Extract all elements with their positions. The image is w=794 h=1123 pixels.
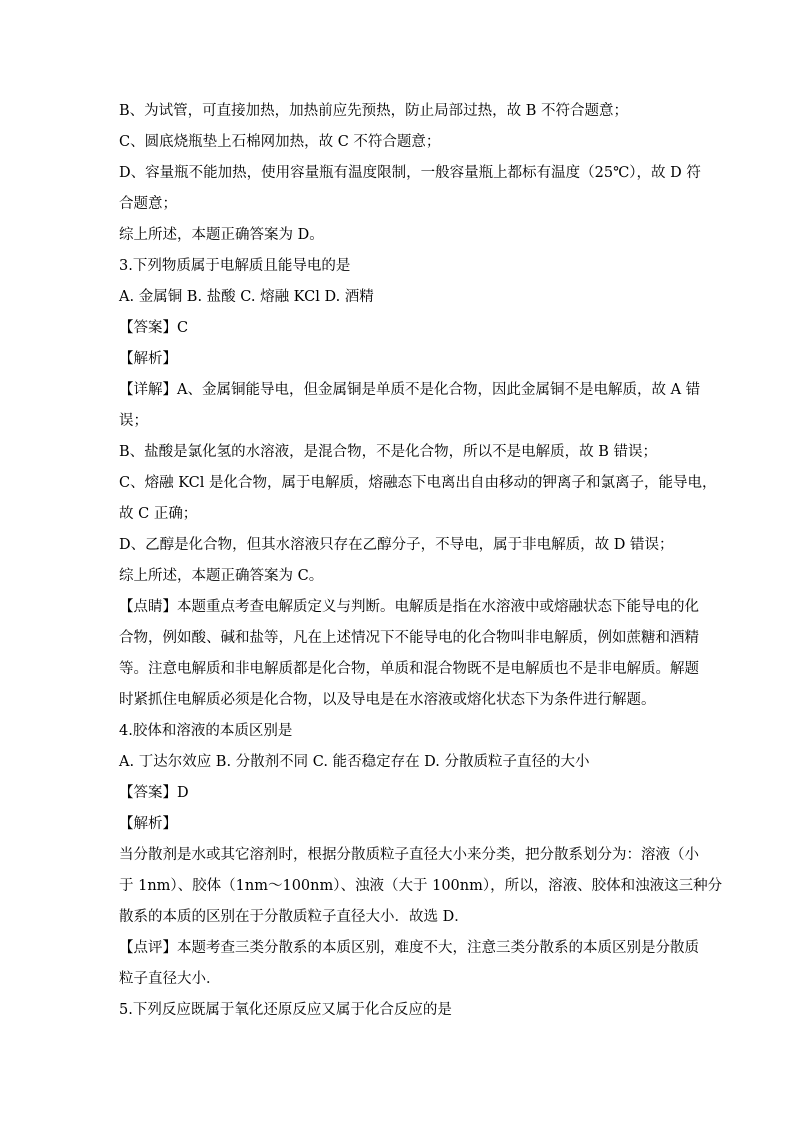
- text-line: 【详解】A、金属铜能导电，但金属铜是单质不是化合物，因此金属铜不是电解质，故 A 错: [119, 382, 701, 398]
- text-line: 合物，例如酸、碱和盐等，凡在上述情况下不能导电的化合物叫非电解质，例如蔗糖和酒精: [119, 630, 699, 646]
- text-line: 故 C 正确；: [119, 506, 198, 522]
- answer-label: 【答案】D: [119, 785, 189, 801]
- text-line: 粒子直径大小．: [119, 971, 221, 987]
- text-line: 【点评】本题考查三类分散系的本质区别，难度不大，注意三类分散系的本质区别是分散质: [119, 940, 699, 956]
- text-line: 于 1nm）、胶体（1nm～100nm）、浊液（大于 100nm），所以，溶液、胶体和浊液这三种分: [119, 878, 723, 894]
- text-line: 误；: [119, 413, 148, 429]
- text-line: 综上所述，本题正确答案为 D。: [119, 227, 324, 243]
- text-line: 合题意；: [119, 196, 177, 212]
- text-line: 【点睛】本题重点考查电解质定义与判断。电解质是指在水溶液中或熔融状态下能导电的化: [119, 599, 699, 615]
- text-line: 综上所述，本题正确答案为 C。: [119, 568, 324, 584]
- text-line: B、盐酸是氯化氢的水溶液，是混合物，不是化合物，所以不是电解质，故 B 错误；: [119, 444, 658, 460]
- text-line: C、圆底烧瓶垫上石棉网加热，故 C 不符合题意；: [119, 134, 441, 150]
- question-5-stem: 5.下列反应既属于氧化还原反应又属于化合反应的是: [119, 1002, 452, 1018]
- answer-label: 【答案】C: [119, 320, 189, 336]
- text-line: 当分散剂是水或其它溶剂时，根据分散质粒子直径大小来分类，把分散系划分为：溶液（小: [119, 847, 699, 863]
- analysis-label: 【解析】: [119, 816, 177, 832]
- text-line: 等。注意电解质和非电解质都是化合物，单质和混合物既不是电解质也不是非电解质。解题: [119, 661, 699, 677]
- text-line: D、容量瓶不能加热，使用容量瓶有温度限制，一般容量瓶上都标有温度（25℃），故 D 符: [119, 165, 701, 181]
- text-line: C、熔融 KCl 是化合物，属于电解质，熔融态下电离出自由移动的钾离子和氯离子，能导电，: [119, 475, 717, 491]
- text-line: 时紧抓住电解质必须是化合物，以及导电是在水溶液或熔化状态下为条件进行解题。: [119, 692, 656, 708]
- text-line: D、乙醇是化合物，但其水溶液只存在乙醇分子，不导电，属于非电解质，故 D 错误；: [119, 537, 674, 553]
- question-4-stem: 4.胶体和溶液的本质区别是: [119, 723, 293, 739]
- question-3-stem: 3.下列物质属于电解质且能导电的是: [119, 258, 351, 274]
- question-3-options: A. 金属铜 B. 盐酸 C. 熔融 KCl D. 酒精: [119, 289, 374, 305]
- text-line: 散系的本质的区别在于分散质粒子直径大小．故选 D．: [119, 909, 469, 925]
- question-4-options: A. 丁达尔效应 B. 分散剂不同 C. 能否稳定存在 D. 分散质粒子直径的大小: [119, 754, 590, 770]
- analysis-label: 【解析】: [119, 351, 177, 367]
- document-page: [119, 96, 723, 1026]
- text-line: B、为试管，可直接加热，加热前应先预热，防止局部过热，故 B 不符合题意；: [119, 103, 629, 119]
